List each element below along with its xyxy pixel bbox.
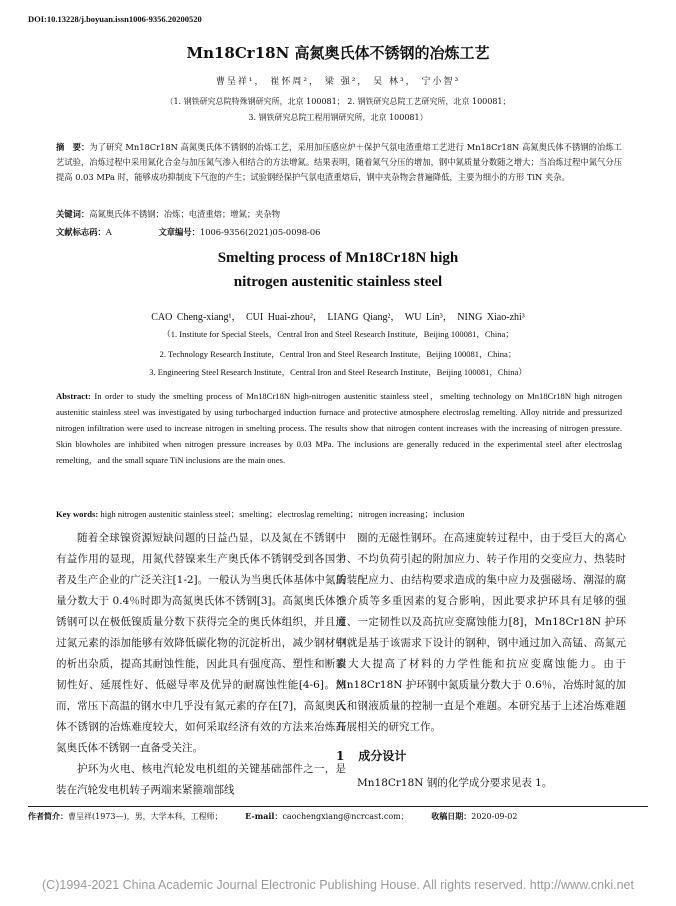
english-title-line: nitrogen austenitic stainless steel xyxy=(233,274,443,290)
doi: DOI:10.13228/j.boyuan.issn1006-9356.20200520 xyxy=(28,14,202,24)
article-number-label: 文章编号： xyxy=(158,227,200,237)
copyright-notice: (C)1994-2021 China Academic Journal Electronic Publishing House. All rights reserved. http://www.cnki.net xyxy=(42,878,634,892)
received-date: 2020-09-02 xyxy=(471,812,518,821)
english-affiliation-line: 2. Technology Research Institute，Central Iron and Steel Research Institute，Beijing 100081，China； xyxy=(159,349,517,359)
english-keywords-text: high nitrogen austenitic stainless steel；smelting；electroslag remelting；nitrogen increasing；inclusion xyxy=(100,509,465,519)
author-bio-label: 作者简介： xyxy=(28,811,68,821)
body-paragraph: 圈的无磁性钢环。在高速旋转过程中，由于受巨大的离心力、不均负荷引起的附加应力、转子作用的交变应力、热装时的装配应力、由结构要求造成的集中应力及强磁场、潮湿的腐蚀介质等多重因素的复合影响，因此要求护环具有足够的强度、一定韧性以及高抗应变腐蚀能力[8]，Mn18Cr18N 护环钢就是基于该需求下设计的钢种，钢中通过加入高锰、高氮元素大大提高了材料的力学性能和抗应变腐蚀能力。由于 Mn18Cr18N 护环钢中氮质量分数大于 0.6％，冶炼时氮的加入和钢液质量的控制一直是个难题。本研究基于上述冶炼难题开展相关的研究工作。 xyxy=(336,532,626,733)
chinese-keywords xyxy=(56,208,622,220)
author-bio: 曹呈祥(1973—)，男，大学本科，工程师； xyxy=(68,812,223,821)
body-column-right xyxy=(336,528,626,794)
english-affiliation-line: 3. Engineering Steel Research Institute，Central Iron and Steel Research Institute，Beijing 100081，China） xyxy=(149,367,527,377)
chinese-affiliation-line: 3. 钢铁研究总院工程用钢研究所，北京 100081） xyxy=(248,113,428,122)
english-title xyxy=(0,246,676,294)
received-date-label: 收稿日期： xyxy=(431,811,472,821)
body-paragraph: 随着全球镍资源短缺问题的日益凸显，以及氮在不锈钢中有益作用的显现，用氮代替镍来生产奥氏体不锈钢受到各国学者及生产企业的广泛关注[1-2]。一般认为当奥氏体基体中氮质量分数大于 0.4％时即为高氮奥氏体不锈钢[3]。高氮奥氏体不锈钢可以在极低镍质量分数下获得完全的奥氏体组织，并且通过氮元素的添加能够有效降低碳化物的沉淀析出，减少钢材中的析出杂质，提高其耐蚀性能，因此具有强度高、塑性和断裂韧性好、延展性好、低磁导率及优异的耐腐蚀性能[4-6]。然而，常压下高温的钢水中几乎没有氮元素的存在[7]，高氮奥氏体不锈钢的冶炼难度较大，如何采取经济有效的方法来冶炼高氮奥氏体不锈钢一直备受关注。 xyxy=(56,532,346,754)
english-authors: CAO Cheng-xiang¹， CUI Huai-zhou²， LIANG Qiang²， WU Lin³， NING Xiao-zhi³ xyxy=(151,312,525,323)
english-affiliation-line: （1. Institute for Special Steels，Central Iron and Steel Research Institute，Beijing 100081，China； xyxy=(162,329,514,339)
english-abstract-label: Abstract: xyxy=(56,391,91,401)
doc-code: A xyxy=(105,227,112,237)
body-column-left xyxy=(56,528,346,801)
english-keywords xyxy=(56,508,622,520)
section-heading xyxy=(336,746,626,767)
chinese-identifiers xyxy=(56,226,622,238)
chinese-abstract-text: 为了研究 Mn18Cr18N 高氮奥氏体不锈钢的冶炼工艺，采用加压感应炉＋保护气氛电渣重熔工艺进行 Mn18Cr18N 高氮奥氏体不锈钢的冶炼工艺试验，冶炼过程中采用氮化合金与加压氮气渗入相结合的方法增氮。结果表明，随着氮气分压的增加，钢中氮质量分数随之增大；当冶炼过程中氮气分压提高 0.03 MPa 时，能够成功抑制皮下气泡的产生；试验钢经保护气氛电渣重熔后，钢中夹杂物会普遍降低，主要为细小的方形 TiN 夹杂。 xyxy=(56,142,622,182)
chinese-abstract xyxy=(56,140,622,185)
english-keywords-label: Key words: xyxy=(56,509,99,519)
body-paragraph: 护环为火电、核电汽轮发电机组的关键基础部件之一，是装在汽轮发电机转子两端来紧箍端部线 xyxy=(56,763,346,796)
chinese-keywords-text: 高氮奥氏体不锈钢；冶炼；电渣重熔；增氮；夹杂物 xyxy=(89,209,281,219)
doc-code-label: 文献标志码： xyxy=(56,227,106,237)
footnote xyxy=(28,811,537,822)
english-title-line: Smelting process of Mn18Cr18N high xyxy=(217,250,459,266)
chinese-abstract-label: 摘 要： xyxy=(56,142,90,152)
chinese-affiliation-line: （1. 钢铁研究总院特殊钢研究所，北京 100081； 2. 钢铁研究总院工艺研究所，北京 100081； xyxy=(165,97,511,106)
email-label: E-mail： xyxy=(245,811,283,821)
chinese-authors: 曹呈祥¹， 崔怀周²， 梁 强²， 吴 林³， 宁小智³ xyxy=(215,77,461,87)
english-abstract-text: In order to study the smelting process of Mn18Cr18N high-nitrogen austenitic stainless steel，smelting technology on Mn18Cr18N high nitrogen austenitic stainless steel was investigated by using turbocharged induction furnace and protective atmosphere electroslag remelting. Alloy nitride and pressurized nitrogen infiltration were used to increase nitrogen in smelting process. The results show that nitrogen content increases with the increasing of nitrogen pressure. Skin blowholes are inhibited when nitrogen pressure increases by 0.03 MPa. The inclusions are generally reduced in the experimental steel after electroslag remelting，and the small square TiN inclusions are the main ones. xyxy=(56,391,622,465)
article-number: 1006-9356(2021)05-0098-06 xyxy=(199,227,321,237)
chinese-keywords-label: 关键词： xyxy=(56,209,90,219)
email: caochengxiang@ncrcast.com； xyxy=(282,812,409,821)
english-abstract xyxy=(56,388,622,468)
chinese-title: Mn18Cr18N 高氮奥氏体不锈钢的冶炼工艺 xyxy=(186,44,490,62)
footnote-divider xyxy=(28,806,648,807)
section-title: 成分设计 xyxy=(358,749,407,763)
section-number: 1 xyxy=(336,749,345,763)
section-paragraph: Mn18Cr18N 钢的化学成分要求见表 1。 xyxy=(357,777,553,789)
